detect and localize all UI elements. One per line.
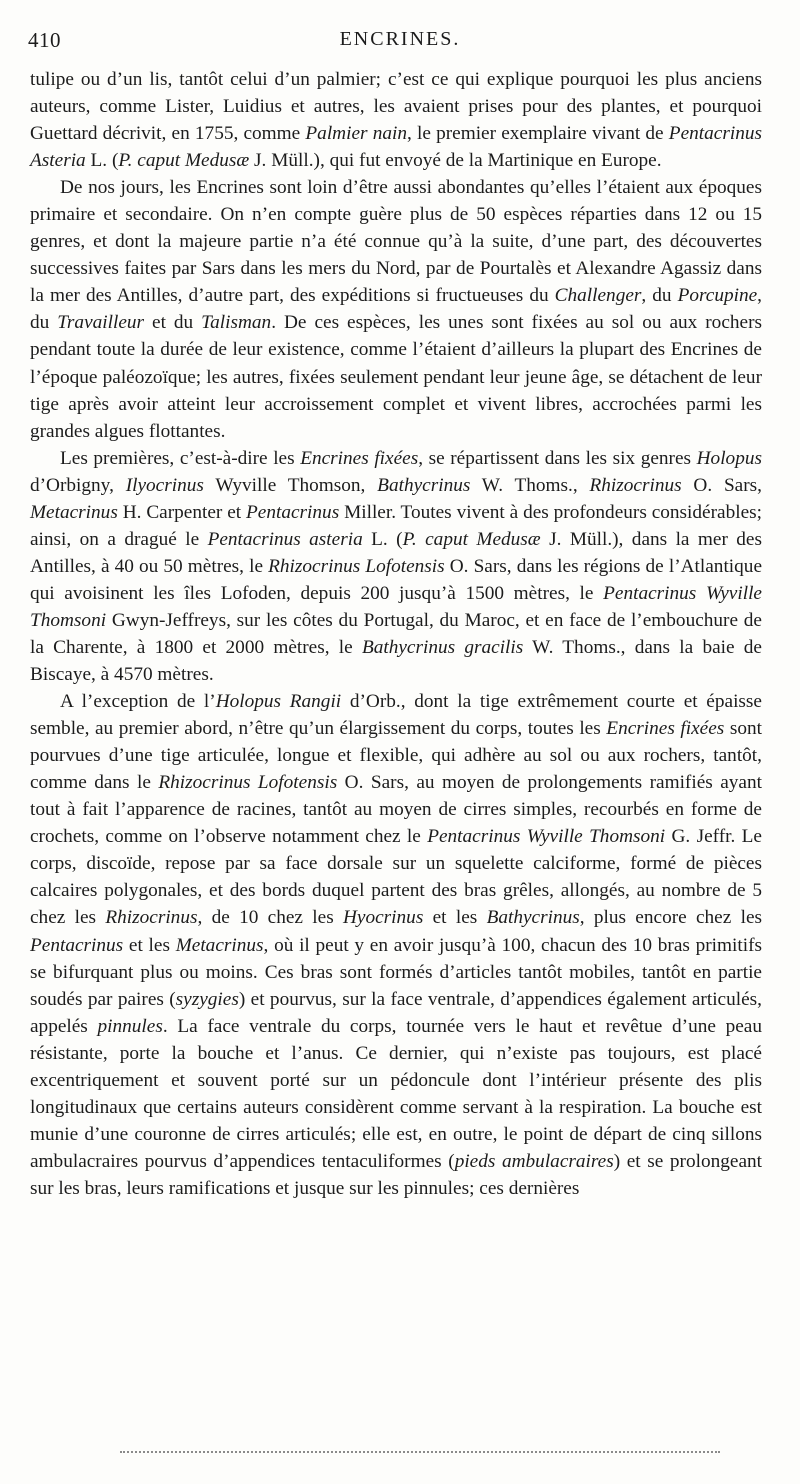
- italic-run: P. caput Medusæ: [402, 528, 541, 550]
- italic-run: Rhizocrinus Lofotensis: [268, 555, 445, 577]
- italic-run: Ilyocrinus: [125, 474, 204, 496]
- italic-run: Encrines fixées: [300, 447, 419, 469]
- text-run: ) et pourvus, sur la face ventrale, d’appendices également articulés, appelés: [30, 988, 762, 1037]
- text-run: sont pourvues d’une tige articulée, longue et flexible, qui adhère au sol ou aux rochers, tantôt, comme dans le: [30, 718, 762, 794]
- italic-run: Pentacrinus asteria: [207, 528, 363, 550]
- paragraph-fixed-crinoids: [30, 445, 762, 688]
- italic-run: pieds ambulacraires: [454, 1150, 614, 1172]
- text-run: et les: [123, 934, 176, 956]
- italic-run: Pentacrinus Asteria: [30, 123, 762, 172]
- italic-run: Challenger: [554, 285, 642, 307]
- text-run: W. Thoms., dans la baie de Biscaye, à 4570 mètres.: [30, 636, 762, 686]
- text-run: , du: [641, 285, 678, 307]
- italic-run: Pentacrinus Wyville Thomsoni: [427, 826, 666, 848]
- text-run: G. Jeffr. Le corps, discoïde, repose par sa face dorsale sur un squelette calciforme, formé de pièces calcaires polygonales, et des bords duquel partent des bras grêles, allongés, au nombre de 5 chez les: [30, 826, 762, 929]
- page-number: 410: [28, 28, 61, 52]
- italic-run: Holopus: [696, 447, 762, 469]
- text-run: , de 10 chez les: [197, 907, 343, 929]
- italic-run: Encrines fixées: [606, 718, 725, 740]
- italic-run: Travailleur: [57, 312, 145, 334]
- text-run: O. Sars, au moyen de prolongements ramifiés ayant tout à fait l’apparence de racines, tantôt au moyen de cirres simples, recourbés en forme de crochets, comme on l’observe notamment chez le: [30, 772, 762, 848]
- text-run: Gwyn-Jeffreys, sur les côtes du Portugal, du Maroc, et en face de l’embouchure de la Charente, à 1800 et 2000 mètres, le: [30, 609, 762, 658]
- text-run: H. Carpenter et: [117, 501, 247, 523]
- italic-run: Pentacrinus: [30, 934, 124, 956]
- italic-run: Hyocrinus: [343, 907, 424, 929]
- text-run: . La face ventrale du corps, tournée vers le haut et revêtue d’une peau résistante, porte la bouche et l’anus. Ce dernier, qui n’existe pas toujours, est placé excentriquement et souvent porté sur un pédoncule dont l’intérieur présente des plis longitudinaux que certains auteurs considèrent comme servant à la respiration. La bouche est munie d’une couronne de cirres articulés; elle est, en outre, le point de départ de cinq sillons ambulacraires pourvus d’appendices tentaculiformes (: [30, 1015, 762, 1172]
- italic-run: Pentacrinus: [246, 501, 340, 523]
- italic-run: Rhizocrinus: [105, 907, 198, 929]
- page-body: [30, 66, 762, 1202]
- text-run: Miller. Toutes vivent à des profondeurs considérables; ainsi, on a dragué le: [30, 501, 762, 550]
- italic-run: Holopus Rangii: [215, 691, 342, 713]
- paragraph-continuation: [30, 66, 762, 174]
- text-run: J. Müll.), dans la mer des Antilles, à 40 ou 50 mètres, le: [30, 528, 762, 577]
- running-title: ENCRINES.: [339, 28, 461, 50]
- text-run: L. (: [362, 528, 403, 550]
- paragraph-modern-species: [30, 174, 762, 444]
- text-run: De nos jours, les Encrines sont loin d’être aussi abondantes qu’elles l’étaient aux époques primaire et secondaire. On n’en compte guère plus de 50 espèces réparties dans 12 ou 15 genres, et dont la majeure partie n’a été connue qu’à la suite, d’une part, des découvertes successives faites par Sars dans les mers du Nord, par de Pourtalès et Alexandre Agassiz dans la mer des Antilles, d’autre part, des expéditions si fructueuses du: [30, 177, 762, 307]
- text-run: d’Orbigny,: [30, 474, 126, 496]
- italic-run: syzygies: [175, 988, 239, 1010]
- text-run: A l’exception de l’: [60, 691, 216, 713]
- text-run: ) et se prolongeant sur les bras, leurs ramifications et jusque sur les pinnules; ces dernières: [30, 1150, 762, 1199]
- page-header: [28, 28, 772, 58]
- italic-run: Pentacrinus Wyville Thomsoni: [30, 582, 762, 631]
- italic-run: Porcupine: [677, 285, 758, 307]
- text-run: , plus encore chez les: [579, 907, 763, 929]
- text-run: W. Thoms.,: [470, 474, 590, 496]
- italic-run: P. caput Medusæ: [118, 150, 250, 172]
- italic-run: Rhizocrinus Lofotensis: [158, 772, 338, 794]
- text-run: O. Sars, dans les régions de l’Atlantique qui avoisinent les îles Lofoden, depuis 200 jusqu’à 1500 mètres, le: [30, 555, 763, 604]
- text-run: , le premier exemplaire vivant de: [406, 123, 669, 145]
- text-run: d’Orb., dont la tige extrêmement courte et épaisse semble, au premier abord, n’être qu’un élargissement du corps, toutes les: [30, 691, 762, 740]
- text-run: . De ces espèces, les unes sont fixées au sol ou aux rochers pendant toute la durée de leur existence, comme l’étaient d’ailleurs la plupart des Encrines de l’époque paléozoïque; les autres, fixées seulement pendant leur jeune âge, se détachent de leur tige après avoir atteint leur accroissement complet et vivent libres, accrochées parmi les grandes algues flottantes.: [30, 312, 762, 442]
- text-run: L. (: [85, 150, 119, 172]
- text-run: Les premières, c’est-à-dire les: [60, 447, 301, 469]
- text-run: O. Sars,: [681, 474, 762, 496]
- italic-run: Metacrinus: [30, 501, 118, 523]
- italic-run: Bathycrinus gracilis: [361, 636, 524, 658]
- footer-dotted-rule: [120, 1451, 720, 1453]
- italic-run: pinnules: [97, 1015, 163, 1037]
- text-run: , du: [30, 285, 762, 334]
- paragraph-anatomy: [30, 688, 762, 1202]
- text-run: tulipe ou d’un lis, tantôt celui d’un palmier; c’est ce qui explique pourquoi les plus anciens auteurs, comme Lister, Luidius et autres, les avaient prises pour des plantes, et pourquoi Guettard décrivit, en 1755, comme: [30, 69, 762, 145]
- text-run: , se répartissent dans les six genres: [418, 447, 697, 469]
- italic-run: Talisman: [201, 312, 272, 334]
- italic-run: Bathycrinus: [486, 907, 580, 929]
- italic-run: Metacrinus: [175, 934, 264, 956]
- text-run: Wyville Thomson,: [203, 474, 378, 496]
- italic-run: Bathycrinus: [377, 474, 471, 496]
- italic-run: Palmier nain: [305, 123, 407, 145]
- italic-run: Rhizocrinus: [589, 474, 682, 496]
- text-run: et les: [423, 907, 487, 929]
- text-run: , où il peut y en avoir jusqu’à 100, chacun des 10 bras primitifs se bifurquant plus ou moins. Ces bras sont formés d’articles tantôt mobiles, tantôt en partie soudés par paires (: [30, 934, 763, 1010]
- text-run: et du: [144, 312, 202, 334]
- text-run: J. Müll.), qui fut envoyé de la Martinique en Europe.: [249, 150, 662, 172]
